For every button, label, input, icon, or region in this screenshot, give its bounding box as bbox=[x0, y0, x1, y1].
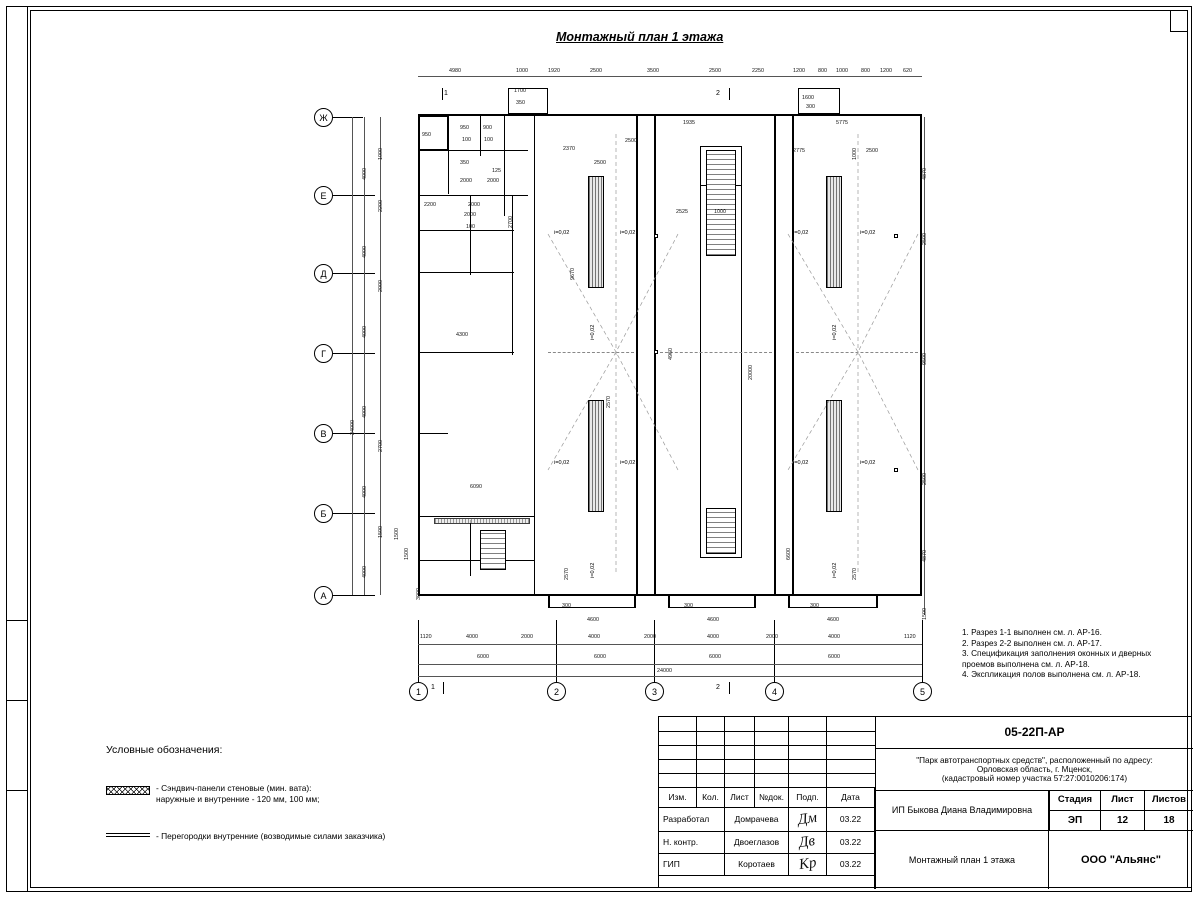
stamp-drawing-name: Монтажный план 1 этажа bbox=[875, 831, 1049, 889]
stamp-object-line2: Орловская область, г. Мценск, bbox=[976, 764, 1093, 774]
note-line-4: проемов выполнена см. л. АР-18. bbox=[962, 659, 1090, 669]
stamp-role-3: ГИП bbox=[659, 853, 725, 875]
detail-box-top bbox=[508, 88, 548, 114]
stamp-header-izm: Изм. bbox=[659, 787, 697, 807]
stamp-object-line1: "Парк автотранспортных средств", расположенный по адресу: bbox=[916, 755, 1153, 765]
stamp-date-2: 03.22 bbox=[827, 831, 875, 853]
gate-jamb-5 bbox=[788, 594, 790, 608]
stamp-sign-1 bbox=[789, 807, 827, 831]
axis-bubble-d: Д bbox=[314, 264, 333, 283]
section-mark-2-bottom-tick bbox=[729, 682, 730, 694]
dimension-chain-top bbox=[418, 76, 922, 77]
page-title: Монтажный план 1 этажа bbox=[556, 30, 724, 44]
left-strip-divider-3 bbox=[6, 790, 28, 791]
axis-leader-a bbox=[333, 595, 375, 596]
stamp-sign-2 bbox=[789, 831, 827, 853]
note-line-2: 2. Разрез 2-2 выполнен см. л. АР-17. bbox=[962, 638, 1102, 648]
drain-point-2 bbox=[654, 350, 658, 354]
axis-leader-2 bbox=[556, 620, 557, 682]
legend-item-1 bbox=[156, 783, 319, 806]
note-line-3: 3. Спецификация заполнения оконных и дверных bbox=[962, 649, 1152, 658]
dimension-chain-bottom-6000 bbox=[418, 664, 922, 665]
axis-bubble-3: 3 bbox=[645, 682, 664, 701]
stamp-name-1: Домрачева bbox=[725, 807, 789, 831]
section-mark-1-top-tick bbox=[442, 88, 443, 100]
axis-bubble-1: 1 bbox=[409, 682, 428, 701]
stamp-header-podp: Подп. bbox=[789, 787, 827, 807]
stamp-header-data: Дата bbox=[827, 787, 875, 807]
section-mark-1-bottom: 1 bbox=[431, 684, 435, 691]
stamp-empty-bottom bbox=[659, 875, 875, 889]
stamp-stage-value: ЭП bbox=[1049, 811, 1101, 831]
axis-bubble-2: 2 bbox=[547, 682, 566, 701]
stamp-company: ООО "Альянс" bbox=[1080, 853, 1162, 866]
title-block bbox=[658, 716, 1192, 888]
axis-leader-5 bbox=[922, 620, 923, 682]
stamp-header-ndok: №док. bbox=[755, 787, 789, 807]
dimension-chain-bottom-small bbox=[418, 644, 922, 645]
stamp-object-line3: (кадастровый номер участка 57:27:0010206:174) bbox=[941, 774, 1128, 784]
axis-leader-4 bbox=[774, 620, 775, 682]
gate-jamb-6 bbox=[876, 594, 878, 608]
frame-corner-cell bbox=[1170, 10, 1188, 32]
stamp-date-3: 03.22 bbox=[827, 853, 875, 875]
drain-point-4 bbox=[894, 468, 898, 472]
signature-glyph-2: Дв bbox=[798, 833, 817, 852]
stamp-sheet-label: Лист bbox=[1101, 791, 1145, 811]
dimension-total-left bbox=[352, 117, 353, 595]
stamp-sheets-label: Листов bbox=[1145, 791, 1193, 811]
axis-leader-1 bbox=[418, 620, 419, 682]
axis-leader-3 bbox=[654, 620, 655, 682]
legend-item-1-line2: наружные и внутренние - 120 мм, 100 мм; bbox=[156, 794, 320, 805]
signature-glyph-1: Дм bbox=[796, 809, 819, 829]
axis-bubble-5: 5 bbox=[913, 682, 932, 701]
general-notes bbox=[962, 628, 1200, 681]
dimension-chain-left bbox=[364, 117, 365, 595]
axis-bubble-zh: Ж bbox=[314, 108, 333, 127]
axis-leader-g bbox=[333, 353, 375, 354]
dimension-chain-left-inner bbox=[380, 117, 381, 595]
stamp-project-code: 05-22П-АР bbox=[875, 717, 1193, 749]
gate-jamb-1 bbox=[548, 594, 550, 608]
stamp-sign-3 bbox=[789, 853, 827, 875]
gate-line-3 bbox=[788, 607, 878, 608]
section-mark-2-top: 2 bbox=[716, 90, 720, 97]
section-mark-2-bottom: 2 bbox=[716, 684, 720, 691]
signature-glyph-3: Кр bbox=[797, 854, 818, 874]
legend-swatch-partition bbox=[106, 833, 150, 837]
detail-box-left bbox=[418, 116, 448, 150]
left-strip-divider-2 bbox=[6, 700, 28, 701]
note-line-1: 1. Разрез 1-1 выполнен см. л. АР-16. bbox=[962, 628, 1102, 637]
stamp-name-3: Коротаев bbox=[725, 853, 789, 875]
sheet-frame-left-strip bbox=[6, 6, 28, 892]
stamp-role-1: Разработал bbox=[659, 807, 725, 831]
axis-bubble-g: Г bbox=[314, 344, 333, 363]
axis-bubble-4: 4 bbox=[765, 682, 784, 701]
detail-box-top-right bbox=[798, 88, 840, 114]
stamp-header-list: Лист bbox=[725, 787, 755, 807]
stamp-sheet-value: 12 bbox=[1101, 811, 1145, 831]
axis-leader-d bbox=[333, 273, 375, 274]
axis-leader-b bbox=[333, 513, 375, 514]
axis-bubble-a: А bbox=[314, 586, 333, 605]
dimension-total-bottom bbox=[418, 676, 922, 677]
note-line-5: 4. Экспликация полов выполнена см. л. АР-18. bbox=[962, 670, 1141, 679]
gate-jamb-4 bbox=[754, 594, 756, 608]
section-mark-1-bottom-tick bbox=[443, 682, 444, 694]
drain-point-1 bbox=[654, 234, 658, 238]
stamp-sheets-value: 18 bbox=[1145, 811, 1193, 831]
stamp-role-2: Н. контр. bbox=[659, 831, 725, 853]
drawing-sheet: Монтажный план 1 этажа Ж Е Д Г В Б А 1 2 3 4 5 4980 1000 1920 2500 3500 2500 2250 1200 800 1000 800 1200 620 1120 4000 2000 4000 2000 4000 2000 4000 1120 6000 6000 6000 6000 24000 4000 4000 4000 4000 4000 4000 24000 1000 2200 2000 2700 1500 4870 2500 9500 2500 4870 1500 4600 4600 4600 300 300 300 i=0,02 i=0,02 i=0,02 i=0,02 i=0,02 i=0,02 i=0,02 i=0,02 i=0,02 i=0,02 i=0,02 i=0,02 1 2 1 2 1700 350 1935 5775 2500 2525 1000 2775 2500 2370 2500 9670 4960 20000 4300 6090 2570 2570 2570 6600 1000 2200 2000 2700 950 950 900 100 100 350 125 2000 2000 1600 300 2000 100 3000 1500 1500 1. Разрез 1-1 выполнен см. л. АР-16. 2. Разрез 2-2 выполнен см. л. АР-17. 3. Спецификация заполнения оконных и дверных проемов выполнена см. л. АР-18. 4. Экспликация полов выполнена см. л. АР-18. Условные обозначения: - Сэндвич-панели стеновые (мин. вата): наружные и внутренние - 120 мм, 100 мм; - Перегородки внутренние (возводимые силами заказчика) Изм. Кол. Лист №док. Подп. Дата Разработал Домрачева Дм 03.22 Н. контр. Двоеглазов Дв 03.22 ГИП Коротаев Кр 03.22 05-22П-АР "Парк автотранспортных средств", расположенный по адресу: Орловская область, г. Мценск, (кадастровый номер участка 57:27:0010206:174) ИП Быкова Диана Владимировна Стадия Лист Листов ЭП 12 18 Монтажный план 1 этажа ООО "Альянс" bbox=[0, 0, 1200, 900]
stamp-name-2: Двоеглазов bbox=[725, 831, 789, 853]
legend-swatch-sandwich-panel bbox=[106, 786, 150, 795]
legend-item-1-line1: - Сэндвич-панели стеновые (мин. вата): bbox=[156, 783, 312, 793]
legend-title: Условные обозначения: bbox=[106, 744, 223, 756]
dimension-chain-right bbox=[924, 117, 925, 615]
stamp-header-kol: Кол. bbox=[697, 787, 725, 807]
section-mark-2-top-tick bbox=[729, 88, 730, 100]
section-mark-1-top: 1 bbox=[444, 90, 448, 97]
gate-jamb-2 bbox=[634, 594, 636, 608]
axis-bubble-e: Е bbox=[314, 186, 333, 205]
axis-leader-e bbox=[333, 195, 375, 196]
left-strip-divider-1 bbox=[6, 620, 28, 621]
stamp-stage-label: Стадия bbox=[1049, 791, 1101, 811]
legend-item-2: - Перегородки внутренние (возводимые силами заказчика) bbox=[156, 831, 386, 841]
stamp-col-sep-5 bbox=[659, 717, 827, 787]
gate-jamb-3 bbox=[668, 594, 670, 608]
axis-bubble-v: В bbox=[314, 424, 333, 443]
drain-point-3 bbox=[894, 234, 898, 238]
gate-line-2 bbox=[668, 607, 756, 608]
stamp-date-1: 03.22 bbox=[827, 807, 875, 831]
stamp-customer: ИП Быкова Диана Владимировна bbox=[875, 791, 1049, 831]
axis-leader-zh bbox=[333, 117, 363, 118]
axis-bubble-b: Б bbox=[314, 504, 333, 523]
stamp-object bbox=[875, 749, 1193, 791]
